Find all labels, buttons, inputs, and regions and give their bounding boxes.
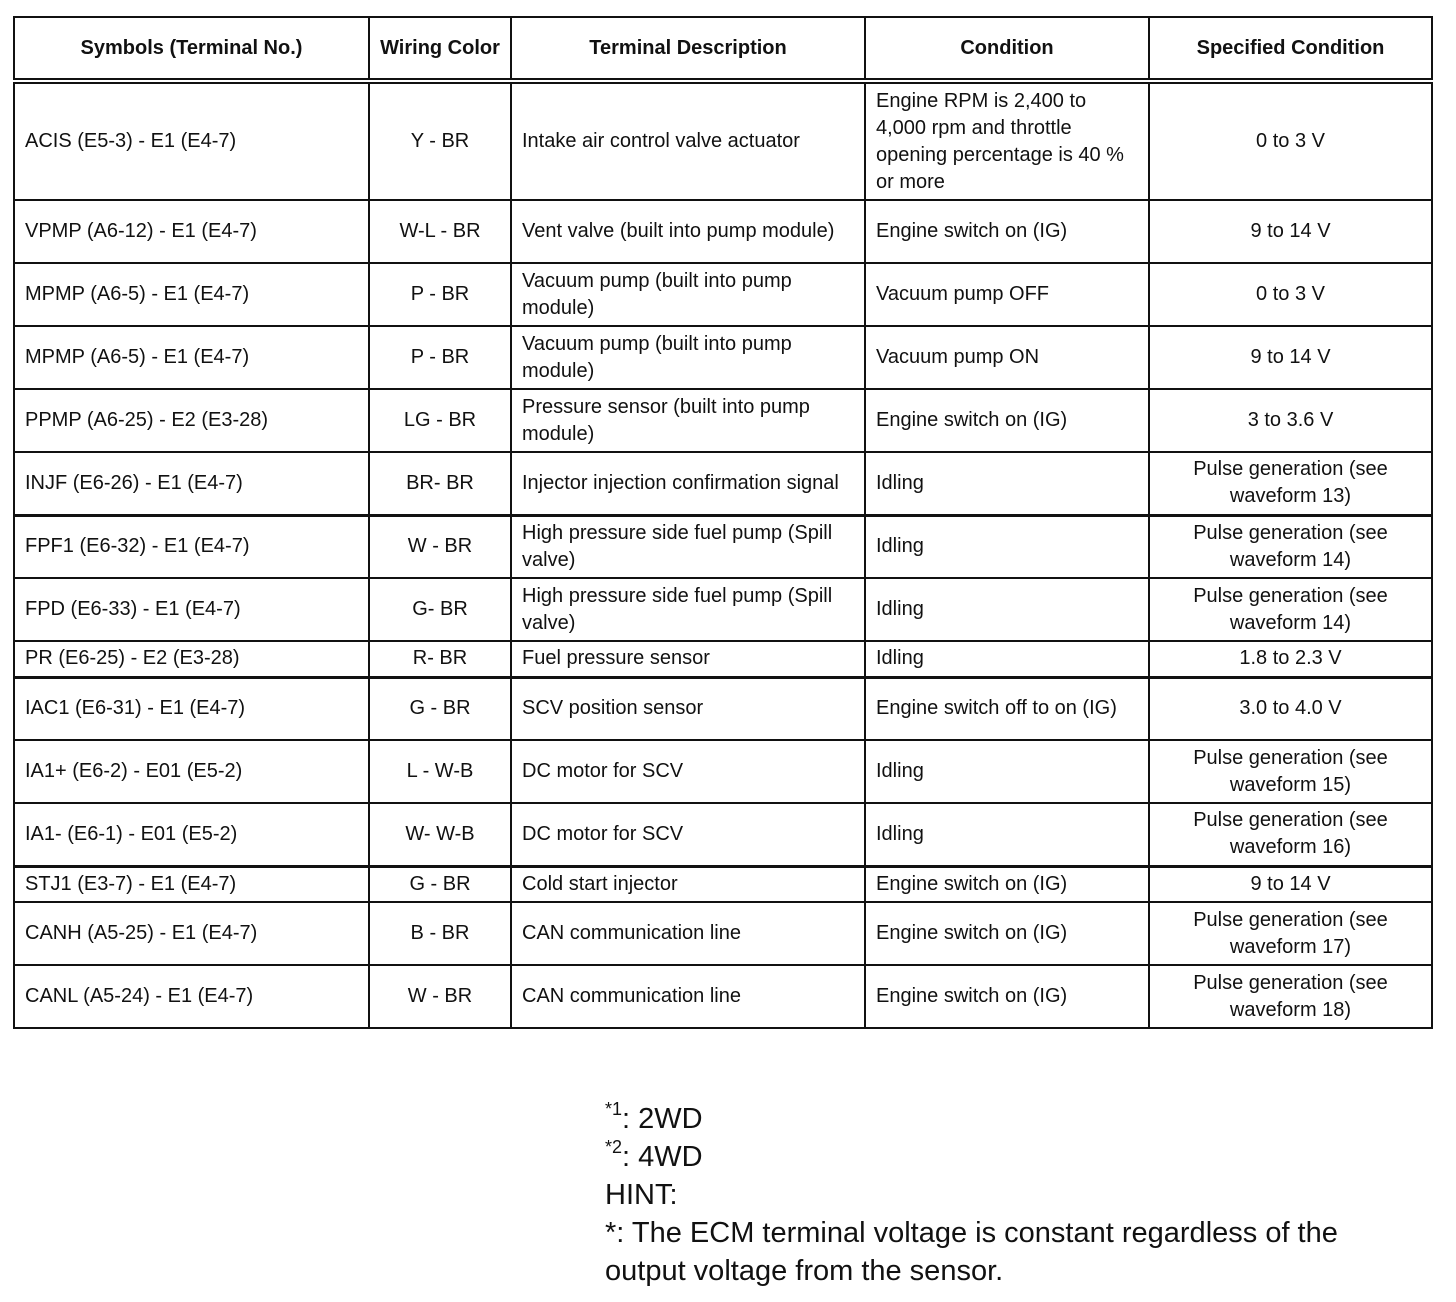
cell-condition: Idling — [865, 515, 1149, 578]
table-header — [14, 17, 1432, 81]
cell-condition: Vacuum pump OFF — [865, 263, 1149, 326]
footnote-marker-2: *2 — [605, 1137, 623, 1158]
cell-specified-condition: 0 to 3 V — [1149, 81, 1432, 200]
cell-specified-condition: 9 to 14 V — [1149, 326, 1432, 389]
cell-wiring-color: W-L - BR — [369, 200, 511, 263]
table-row — [14, 677, 1432, 740]
cell-symbol: IA1- (E6-1) - E01 (E5-2) — [14, 803, 369, 866]
cell-description: DC motor for SCV — [511, 803, 865, 866]
table-row — [14, 803, 1432, 866]
cell-condition: Engine switch on (IG) — [865, 902, 1149, 965]
ecm-terminal-table — [13, 16, 1433, 1029]
header-specified-condition: Specified Condition — [1149, 17, 1432, 81]
table-row — [14, 81, 1432, 200]
cell-symbol: ACIS (E5-3) - E1 (E4-7) — [14, 81, 369, 200]
cell-condition: Idling — [865, 740, 1149, 803]
cell-description: CAN communication line — [511, 902, 865, 965]
header-condition: Condition — [865, 17, 1149, 81]
footnote-2wd — [605, 1100, 1425, 1138]
cell-condition: Engine switch off to on (IG) — [865, 677, 1149, 740]
cell-specified-condition: Pulse generation (see waveform 17) — [1149, 902, 1432, 965]
table-row — [14, 452, 1432, 515]
cell-wiring-color: W - BR — [369, 515, 511, 578]
cell-symbol: IA1+ (E6-2) - E01 (E5-2) — [14, 740, 369, 803]
table-row — [14, 389, 1432, 452]
header-row — [14, 17, 1432, 81]
cell-symbol: PPMP (A6-25) - E2 (E3-28) — [14, 389, 369, 452]
cell-condition: Engine switch on (IG) — [865, 200, 1149, 263]
cell-specified-condition: Pulse generation (see waveform 16) — [1149, 803, 1432, 866]
cell-wiring-color: LG - BR — [369, 389, 511, 452]
cell-wiring-color: W - BR — [369, 965, 511, 1028]
cell-symbol: MPMP (A6-5) - E1 (E4-7) — [14, 326, 369, 389]
cell-wiring-color: P - BR — [369, 263, 511, 326]
cell-description: Fuel pressure sensor — [511, 641, 865, 677]
footnote-text-1: : 2WD — [622, 1103, 703, 1135]
cell-condition: Idling — [865, 452, 1149, 515]
cell-specified-condition: 9 to 14 V — [1149, 866, 1432, 902]
cell-symbol: FPD (E6-33) - E1 (E4-7) — [14, 578, 369, 641]
cell-wiring-color: L - W-B — [369, 740, 511, 803]
cell-condition: Engine switch on (IG) — [865, 965, 1149, 1028]
cell-wiring-color: BR- BR — [369, 452, 511, 515]
table-row — [14, 578, 1432, 641]
cell-specified-condition: 9 to 14 V — [1149, 200, 1432, 263]
table-row — [14, 200, 1432, 263]
hint-label: HINT: — [605, 1179, 678, 1211]
table-row — [14, 740, 1432, 803]
table-row — [14, 965, 1432, 1028]
cell-condition: Engine switch on (IG) — [865, 866, 1149, 902]
footnotes — [605, 1100, 1425, 1290]
footnote-4wd — [605, 1138, 1425, 1176]
cell-symbol: VPMP (A6-12) - E1 (E4-7) — [14, 200, 369, 263]
cell-condition: Idling — [865, 803, 1149, 866]
cell-wiring-color: R- BR — [369, 641, 511, 677]
cell-description: Injector injection confirmation signal — [511, 452, 865, 515]
cell-description: CAN communication line — [511, 965, 865, 1028]
cell-wiring-color: B - BR — [369, 902, 511, 965]
cell-wiring-color: G- BR — [369, 578, 511, 641]
footnote-text-2: : 4WD — [622, 1141, 703, 1173]
cell-wiring-color: P - BR — [369, 326, 511, 389]
hint-text: *: The ECM terminal voltage is constant regardless of the output voltage from the sensor. — [605, 1217, 1338, 1287]
cell-description: Intake air control valve actuator — [511, 81, 865, 200]
table-row — [14, 263, 1432, 326]
table-row — [14, 326, 1432, 389]
cell-symbol: PR (E6-25) - E2 (E3-28) — [14, 641, 369, 677]
cell-symbol: MPMP (A6-5) - E1 (E4-7) — [14, 263, 369, 326]
cell-specified-condition: Pulse generation (see waveform 14) — [1149, 515, 1432, 578]
cell-symbol: IAC1 (E6-31) - E1 (E4-7) — [14, 677, 369, 740]
cell-description: DC motor for SCV — [511, 740, 865, 803]
cell-wiring-color: Y - BR — [369, 81, 511, 200]
cell-specified-condition: Pulse generation (see waveform 13) — [1149, 452, 1432, 515]
cell-symbol: CANL (A5-24) - E1 (E4-7) — [14, 965, 369, 1028]
cell-condition: Vacuum pump ON — [865, 326, 1149, 389]
table-row — [14, 515, 1432, 578]
cell-symbol: FPF1 (E6-32) - E1 (E4-7) — [14, 515, 369, 578]
cell-wiring-color: G - BR — [369, 866, 511, 902]
cell-symbol: STJ1 (E3-7) - E1 (E4-7) — [14, 866, 369, 902]
cell-specified-condition: 3.0 to 4.0 V — [1149, 677, 1432, 740]
cell-specified-condition: 1.8 to 2.3 V — [1149, 641, 1432, 677]
cell-description: SCV position sensor — [511, 677, 865, 740]
cell-condition: Engine switch on (IG) — [865, 389, 1149, 452]
header-symbols: Symbols (Terminal No.) — [14, 17, 369, 81]
table-body — [14, 81, 1432, 1028]
cell-description: Pressure sensor (built into pump module) — [511, 389, 865, 452]
table-row — [14, 902, 1432, 965]
cell-condition: Idling — [865, 641, 1149, 677]
cell-description: Vacuum pump (built into pump module) — [511, 326, 865, 389]
cell-wiring-color: G - BR — [369, 677, 511, 740]
cell-description: Cold start injector — [511, 866, 865, 902]
table-row — [14, 866, 1432, 902]
header-wiring-color: Wiring Color — [369, 17, 511, 81]
cell-symbol: INJF (E6-26) - E1 (E4-7) — [14, 452, 369, 515]
cell-description: High pressure side fuel pump (Spill valve) — [511, 578, 865, 641]
header-terminal-description: Terminal Description — [511, 17, 865, 81]
cell-specified-condition: 0 to 3 V — [1149, 263, 1432, 326]
footnote-marker-1: *1 — [605, 1099, 623, 1120]
cell-specified-condition: Pulse generation (see waveform 15) — [1149, 740, 1432, 803]
cell-specified-condition: Pulse generation (see waveform 18) — [1149, 965, 1432, 1028]
cell-condition: Engine RPM is 2,400 to 4,000 rpm and throttle opening percentage is 40 % or more — [865, 81, 1149, 200]
cell-wiring-color: W- W-B — [369, 803, 511, 866]
cell-description: Vent valve (built into pump module) — [511, 200, 865, 263]
cell-condition: Idling — [865, 578, 1149, 641]
cell-description: Vacuum pump (built into pump module) — [511, 263, 865, 326]
cell-specified-condition: Pulse generation (see waveform 14) — [1149, 578, 1432, 641]
table-row — [14, 641, 1432, 677]
cell-specified-condition: 3 to 3.6 V — [1149, 389, 1432, 452]
cell-symbol: CANH (A5-25) - E1 (E4-7) — [14, 902, 369, 965]
cell-description: High pressure side fuel pump (Spill valve) — [511, 515, 865, 578]
